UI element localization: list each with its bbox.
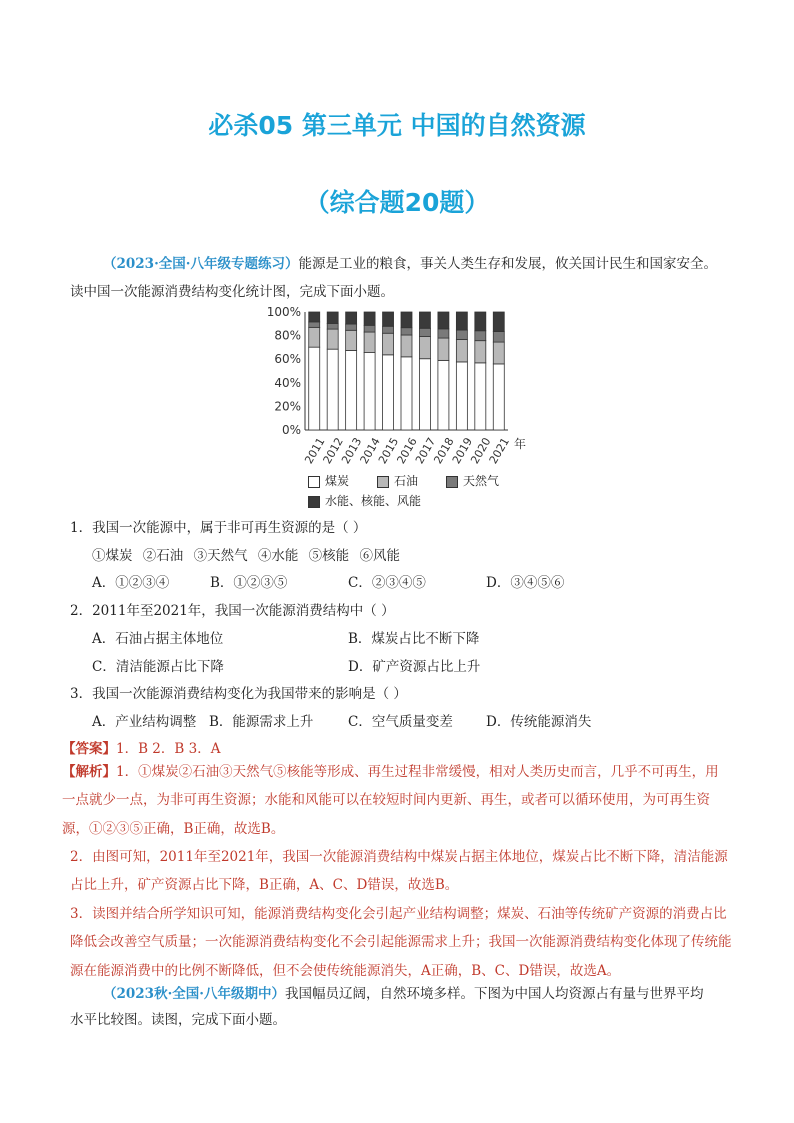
bar-2014-series-2 bbox=[364, 325, 375, 332]
y-tick-label: 100% bbox=[266, 305, 301, 319]
y-tick-label: 0% bbox=[281, 423, 301, 437]
bar-2020-series-0 bbox=[475, 363, 486, 430]
bar-2021-series-1 bbox=[493, 342, 504, 364]
x-tick-label: 2012 bbox=[320, 435, 346, 467]
answer-label: 【答案】 bbox=[62, 741, 116, 757]
legend-gas-label: 天然气 bbox=[463, 474, 500, 488]
bar-2015-series-0 bbox=[383, 355, 394, 430]
q1-option-d: D．③④⑤⑥ bbox=[486, 575, 565, 591]
q1-option-c: C．②③④⑤ bbox=[348, 575, 426, 591]
x-tick-label: 2017 bbox=[412, 435, 439, 467]
bar-2020-series-3 bbox=[475, 312, 486, 331]
bar-2018-series-3 bbox=[438, 312, 449, 329]
bar-2011-series-2 bbox=[309, 322, 320, 327]
bar-2017-series-2 bbox=[419, 328, 430, 336]
q2-option-b: B．煤炭占比不断下降 bbox=[348, 631, 480, 647]
x-tick-label: 2011 bbox=[302, 435, 328, 467]
x-tick-label: 2015 bbox=[376, 435, 402, 467]
y-tick-label: 20% bbox=[274, 399, 301, 414]
bar-2020-series-2 bbox=[475, 331, 486, 341]
x-tick-label: 2018 bbox=[431, 435, 457, 467]
q2-option-a: A．石油占据主体地位 bbox=[92, 631, 224, 647]
intro-1-line-2: 读中国一次能源消费结构变化统计图，完成下面小题。 bbox=[70, 284, 394, 300]
legend-coal-swatch bbox=[308, 476, 320, 488]
legend-clean bbox=[308, 492, 421, 509]
bar-2016-series-3 bbox=[401, 312, 412, 328]
intro-2-text-a: 我国幅员辽阔，自然环境多样。下图为中国人均资源占有量与世界平均 bbox=[284, 986, 704, 1002]
q2-stem: 2．2011年至2021年，我国一次能源消费结构中（ ） bbox=[70, 603, 395, 619]
bar-2011-series-0 bbox=[309, 347, 320, 430]
analysis-p1 bbox=[62, 758, 732, 843]
y-tick-label: 60% bbox=[274, 352, 301, 367]
bar-2019-series-2 bbox=[456, 330, 467, 339]
bar-2015-series-2 bbox=[383, 326, 394, 333]
bar-2018-series-0 bbox=[438, 360, 449, 430]
x-tick-label: 2021 bbox=[486, 435, 512, 467]
x-tick-label: 2014 bbox=[357, 435, 383, 467]
bar-2012-series-3 bbox=[327, 312, 338, 323]
legend-gas bbox=[446, 472, 499, 489]
bar-2021-series-2 bbox=[493, 332, 504, 343]
answer-text: 1．B 2．B 3．A bbox=[116, 741, 221, 757]
bar-2011-series-1 bbox=[309, 327, 320, 347]
bar-2013-series-0 bbox=[346, 350, 357, 430]
legend-clean-swatch bbox=[308, 496, 320, 508]
legend-coal-label: 煤炭 bbox=[325, 474, 350, 488]
q1-option-a: A．①②③④ bbox=[92, 575, 170, 591]
energy-structure-chart bbox=[258, 302, 538, 476]
analysis-p3: 3．读图并结合所学知识可知，能源消费结构变化会引起产业结构调整；煤炭、石油等传统矿产资源的消费占比降低会改善空气质量；一次能源消费结构变化不会引起能源需求上升；我国一次能源消费结构变化体现了传统能源在能源消费中的比例不断降低，但不会使传统能源消失，A正确，B、C、D错误，故选A。 bbox=[70, 906, 732, 979]
intro-1-text-a: 能源是工业的粮食，事关人类生存和发展，攸关国计民生和国家安全。 bbox=[298, 256, 717, 272]
legend-oil bbox=[377, 472, 418, 489]
q1-stem: 1．我国一次能源中，属于非可再生资源的是（ ） bbox=[70, 520, 367, 536]
bar-2017-series-3 bbox=[419, 312, 430, 328]
q3-stem: 3．我国一次能源消费结构变化为我国带来的影响是（ ） bbox=[70, 686, 407, 702]
q1-option-b: B．①②③⑤ bbox=[210, 575, 288, 591]
bar-2016-series-0 bbox=[401, 357, 412, 430]
intro-2-source: （2023秋·全国·八年级期中） bbox=[103, 986, 285, 1002]
q2-option-c: C．清洁能源占比下降 bbox=[92, 659, 224, 675]
bar-2017-series-0 bbox=[419, 359, 430, 430]
q3-option-a: A．产业结构调整 bbox=[92, 714, 197, 730]
answer-line bbox=[62, 737, 220, 757]
q3-option-c: C．空气质量变差 bbox=[348, 714, 453, 730]
x-tick-label: 2020 bbox=[468, 435, 494, 467]
bar-2019-series-0 bbox=[456, 362, 467, 430]
bar-2016-series-1 bbox=[401, 335, 412, 357]
bar-2011-series-3 bbox=[309, 312, 320, 322]
legend-gas-swatch bbox=[446, 476, 458, 488]
chart-svg bbox=[258, 302, 538, 472]
x-tick-label: 2013 bbox=[339, 435, 365, 467]
bar-2019-series-1 bbox=[456, 339, 467, 361]
y-tick-label: 40% bbox=[274, 375, 301, 390]
bar-2014-series-0 bbox=[364, 353, 375, 430]
intro-1-source: （2023·全国·八年级专题练习） bbox=[103, 256, 299, 272]
bar-2016-series-2 bbox=[401, 328, 412, 335]
legend-oil-swatch bbox=[377, 476, 389, 488]
bar-2013-series-3 bbox=[346, 312, 357, 324]
bar-2012-series-0 bbox=[327, 349, 338, 430]
bar-2018-series-1 bbox=[438, 338, 449, 360]
bar-2013-series-2 bbox=[346, 324, 357, 330]
bar-2018-series-2 bbox=[438, 329, 449, 338]
bar-2019-series-3 bbox=[456, 312, 467, 330]
x-tick-label: 2019 bbox=[449, 435, 476, 467]
bar-2014-series-3 bbox=[364, 312, 375, 325]
legend-coal bbox=[308, 472, 349, 489]
bar-2015-series-1 bbox=[383, 333, 394, 355]
bar-2020-series-1 bbox=[475, 341, 486, 363]
bar-2021-series-3 bbox=[493, 312, 504, 332]
q3-option-b: B．能源需求上升 bbox=[209, 714, 314, 730]
intro-2-line-1 bbox=[103, 982, 703, 1002]
x-tick-label: 2016 bbox=[394, 435, 420, 467]
x-axis-label: 年 bbox=[514, 437, 527, 451]
analysis-p1-text: 1．①煤炭②石油③天然气⑤核能等形成、再生过程非常缓慢，相对人类历史而言，几乎不可再生，用一点就少一点，为非可再生资源；水能和风能可以在较短时间内更新、再生，或者可以循环使用，为可再生资源，①②③⑤正确，B正确，故选B。 bbox=[62, 764, 719, 837]
intro-1-line-1 bbox=[103, 252, 717, 272]
analysis-p2: 2．由图可知，2011年至2021年，我国一次能源消费结构中煤炭占据主体地位，煤炭占比不断下降，清洁能源占比上升，矿产资源占比下降，B正确，A、C、D错误，故选B。 bbox=[70, 849, 728, 894]
analysis-label: 【解析】 bbox=[62, 764, 116, 780]
q3-option-d: D．传统能源消失 bbox=[486, 714, 592, 730]
bar-2015-series-3 bbox=[383, 312, 394, 326]
q2-option-d: D．矿产资源占比上升 bbox=[348, 659, 481, 675]
legend-clean-label: 水能、核能、风能 bbox=[325, 494, 422, 508]
legend-oil-label: 石油 bbox=[394, 474, 419, 488]
page-title: 必杀05 第三单元 中国的自然资源 bbox=[208, 111, 586, 140]
bar-2021-series-0 bbox=[493, 364, 504, 430]
intro-2-line-2: 水平比较图。读图，完成下面小题。 bbox=[70, 1012, 286, 1028]
bar-2013-series-1 bbox=[346, 330, 357, 350]
bar-2012-series-2 bbox=[327, 323, 338, 329]
y-tick-label: 80% bbox=[274, 328, 301, 343]
bar-2012-series-1 bbox=[327, 329, 338, 349]
bar-2017-series-1 bbox=[419, 337, 430, 359]
page-subtitle: （综合题20题） bbox=[304, 188, 490, 217]
bar-2014-series-1 bbox=[364, 332, 375, 353]
q1-items: ①煤炭 ②石油 ③天然气 ④水能 ⑤核能 ⑥风能 bbox=[92, 548, 400, 564]
